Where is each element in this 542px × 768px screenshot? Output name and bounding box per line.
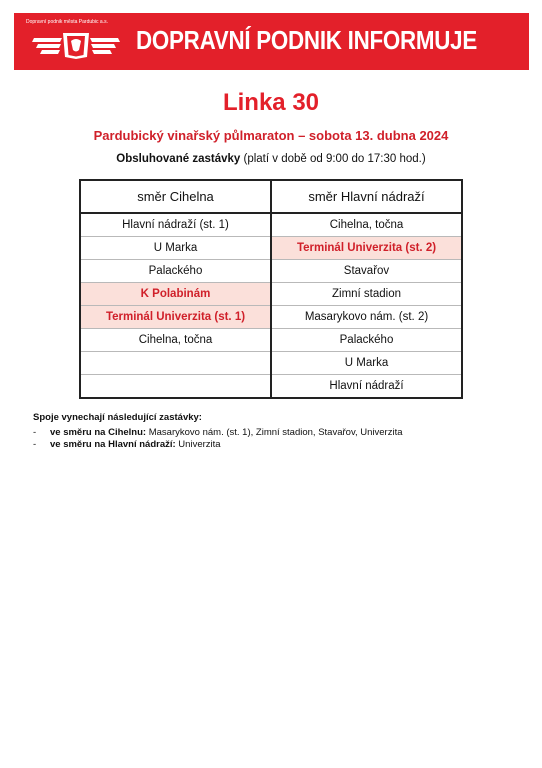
stop-cell: U Marka: [271, 352, 462, 375]
table-row: [80, 260, 462, 283]
line-title: Linka 30: [222, 89, 320, 116]
served-validity: (platí v době od 9:00 do 17:30 hod.): [243, 153, 426, 165]
stop-cell: Masarykovo nám. (st. 2): [271, 306, 462, 329]
stop-cell: U Marka: [80, 237, 271, 260]
served-label: Obsluhované zastávky: [116, 153, 241, 165]
list-dash: -: [33, 427, 37, 438]
skipped-stops-notes: [33, 412, 403, 451]
notes-heading: Spoje vynechají následující zastávky:: [33, 412, 202, 423]
table-row: [80, 283, 462, 306]
list-item: [33, 427, 403, 439]
stop-cell-empty: [80, 375, 271, 399]
note-direction-label: ve směru na Hlavní nádraží:: [50, 439, 176, 450]
stop-cell: Cihelna, točna: [80, 329, 271, 352]
stop-cell-highlighted: Terminál Univerzita (st. 1): [80, 306, 271, 329]
table-row: [80, 237, 462, 260]
stop-cell: Zimní stadion: [271, 283, 462, 306]
table-row: [80, 375, 462, 399]
table-header-row: [80, 180, 462, 213]
banner-title: DOPRAVNÍ PODNIK INFORMUJE: [136, 25, 477, 55]
list-text: [50, 439, 221, 451]
org-name: Dopravní podnik města Pardubic a.s.: [26, 19, 108, 25]
logo: [14, 13, 132, 70]
note-skipped-stops: Univerzita: [175, 439, 221, 450]
table-row: [80, 352, 462, 375]
header-direction-cihelna: směr Cihelna: [80, 180, 271, 213]
stop-cell-highlighted: Terminál Univerzita (st. 2): [271, 237, 462, 260]
table-row: [80, 329, 462, 352]
stop-cell: Palackého: [271, 329, 462, 352]
header-banner: [14, 13, 529, 70]
event-subtitle: Pardubický vinařský půlmaraton – sobota 13. dubna 2024: [93, 128, 449, 143]
note-direction-label: ve směru na Cihelnu:: [50, 427, 147, 438]
stops-table: [79, 179, 463, 399]
list-item: [33, 439, 403, 451]
stop-cell: Stavařov: [271, 260, 462, 283]
note-skipped-stops: Masarykovo nám. (st. 1), Zimní stadion, Stavařov, Univerzita: [146, 427, 403, 438]
table-row: [80, 306, 462, 329]
stop-cell: Hlavní nádraží: [271, 375, 462, 399]
list-dash: -: [33, 439, 37, 450]
stop-cell: Palackého: [80, 260, 271, 283]
stop-cell: Hlavní nádraží (st. 1): [80, 213, 271, 237]
stop-cell: Cihelna, točna: [271, 213, 462, 237]
table-row: [80, 213, 462, 237]
stop-cell-empty: [80, 352, 271, 375]
served-stops-caption: [0, 153, 542, 165]
list-text: [50, 427, 403, 439]
stop-cell-highlighted: K Polabinám: [80, 283, 271, 306]
dp-winged-logo-icon: [32, 29, 120, 59]
header-direction-hlavni-nadrazi: směr Hlavní nádraží: [271, 180, 462, 213]
